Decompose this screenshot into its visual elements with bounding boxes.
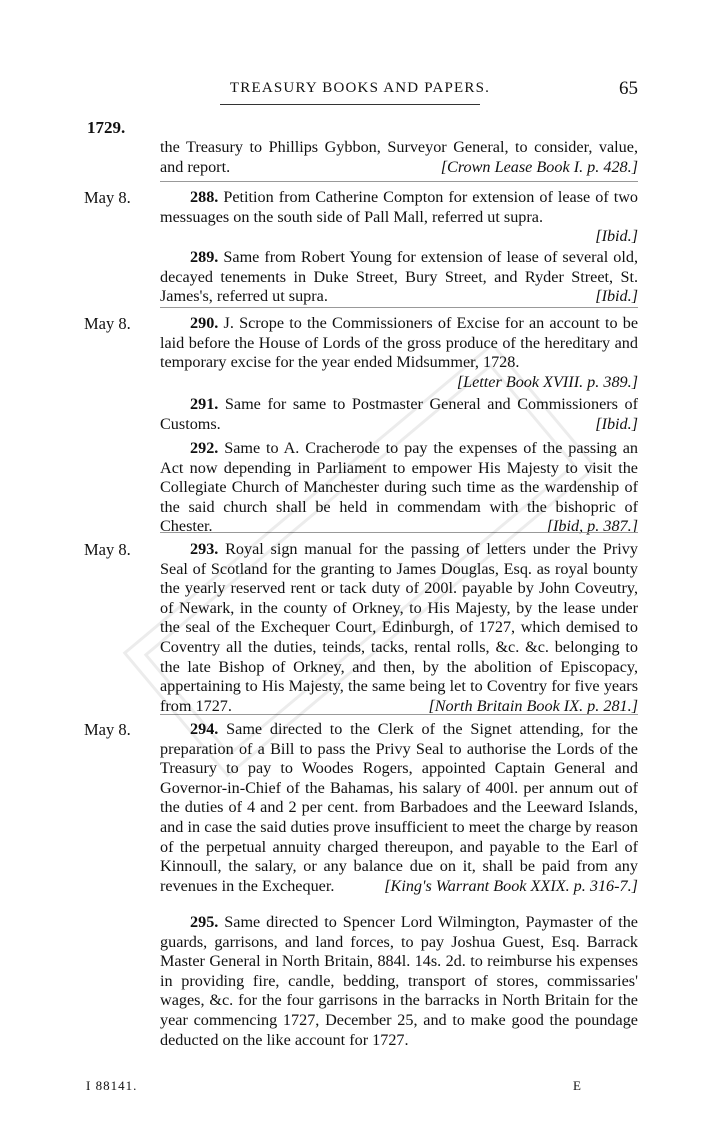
entry-text: J. Scrope to the Commissioners of Excise for an account to be laid before the House of Lords of the gross produce of the hereditary and temporary excise for the year ended Midsummer, 1728. xyxy=(160,314,639,372)
entry-text: Same directed to the Clerk of the Signet attending, for the preparation of a Bill to pass the Privy Seal to authorise the Lords of the Treasury to pay to Woodes Rogers, appointed Captain General and Governor-in-Chief of the Bahamas, his salary of 400l. per annum out of the duties of 4 and 2 per cent. from Barbadoes and the Leeward Islands, and in case the said duties prove insufficient to meet the charge by reason of the perpetual annuity charged thereupon, and payable to the Earl of Kinnoull, the salary, or any balance due on it, shall be paid from any revenues in the Exchequer. xyxy=(160,720,638,895)
entry-body xyxy=(160,540,638,716)
entry-reference: [Ibid.] xyxy=(595,227,638,246)
entry-number: 293. xyxy=(190,540,219,558)
entry-number: 289. xyxy=(190,248,219,266)
entry-body xyxy=(160,188,638,247)
entry-divider xyxy=(160,532,638,533)
entry-text: Same for same to Postmaster General and Commissioners of Customs. xyxy=(160,395,639,433)
entry-date: May 8. xyxy=(84,188,131,207)
entry-reference: [Ibid.] xyxy=(595,414,638,433)
page-number: 65 xyxy=(619,78,638,99)
year-label: 1729. xyxy=(87,118,126,137)
entry-number: 288. xyxy=(190,188,219,206)
entry-number: 295. xyxy=(190,913,219,931)
entry-body xyxy=(160,720,638,896)
running-head xyxy=(0,78,720,102)
entry-divider xyxy=(160,307,638,308)
entry-date: May 8. xyxy=(84,540,131,559)
entry-reference: [Crown Lease Book I. p. 428.] xyxy=(440,157,638,176)
gathering-signature: E xyxy=(573,1078,581,1093)
entry-text: Petition from Catherine Compton for extension of lease of two messuages on the south side of Pall Mall, referred ut supra. xyxy=(160,188,639,226)
entry-body xyxy=(160,395,638,434)
entry-reference: [North Britain Book IX. p. 281.] xyxy=(428,696,638,715)
entry-text: Same to A. Cracherode to pay the expenses of the passing an Act now depending in Parliament to empower His Majesty to visit the Collegiate Church of Manchester during such time as the wardenship of the said church shall be held in commendam with the bishopric of Chester. xyxy=(160,439,638,536)
entry-reference: [Ibid.] xyxy=(595,287,638,306)
header-rule xyxy=(220,104,480,105)
entry-text: Same from Robert Young for extension of lease of several old, decayed tenements in Duke Street, Bury Street, and Ryder Street, St. James's, referred ut supra. xyxy=(160,248,639,306)
entry-text: Royal sign manual for the passing of letters under the Privy Seal of Scotland for the granting to James Douglas, Esq. as royal bounty the yearly reserved rent or tack duty of 200l. payable by John Coveutry, of Newark, in the county of Orkney, to His Majesty, by the lease under the seal of the Exchequer Court, Edinburgh, of 1727, which demised to Coventry all the duties, teinds, tacks, rental rolls, &c. &c. belonging to the late Bishop of Orkney, and then, by the abolition of Episcopacy, appertaining to His Majesty, the same being let to Coventry for five years from 1727. xyxy=(160,540,638,715)
entry-body xyxy=(160,138,638,177)
entry-divider xyxy=(160,181,638,182)
entry-text: Same directed to Spencer Lord Wilmington, Paymaster of the guards, garrisons, and land forces, to pay Joshua Guest, Esq. Barrack Master General in North Britain, 884l. 14s. 2d. to reimburse his expenses in providing fire, candle, bedding, transport of stores, commissaries' wages, &c. for the four garrisons in the barracks in North Britain for the year commencing 1727, December 25, and to make good the poundage deducted on the like account for 1727. xyxy=(160,913,638,1049)
running-title: TREASURY BOOKS AND PAPERS. xyxy=(229,80,491,96)
entry-reference: [Ibid, p. 387.] xyxy=(546,517,638,536)
entry-body xyxy=(160,439,638,537)
entry-divider xyxy=(160,714,638,715)
entry-body xyxy=(160,913,638,1050)
entry-number: 292. xyxy=(190,439,219,457)
entry-number: 290. xyxy=(190,314,219,332)
entry-text: the Treasury to Phillips Gybbon, Surveyor General, to consider, value, and report. xyxy=(160,138,638,176)
entry-reference: [Letter Book XVIII. p. 389.] xyxy=(456,372,638,391)
entry-date: May 8. xyxy=(84,720,131,739)
entry-number: 291. xyxy=(190,395,219,413)
entry-date: May 8. xyxy=(84,314,131,333)
entry-number: 294. xyxy=(190,720,219,738)
printer-signature: I 88141. xyxy=(86,1078,138,1093)
entry-body xyxy=(160,314,638,392)
entry-body xyxy=(160,248,638,307)
entry-reference: [King's Warrant Book XXIX. p. 316-7.] xyxy=(384,876,638,895)
